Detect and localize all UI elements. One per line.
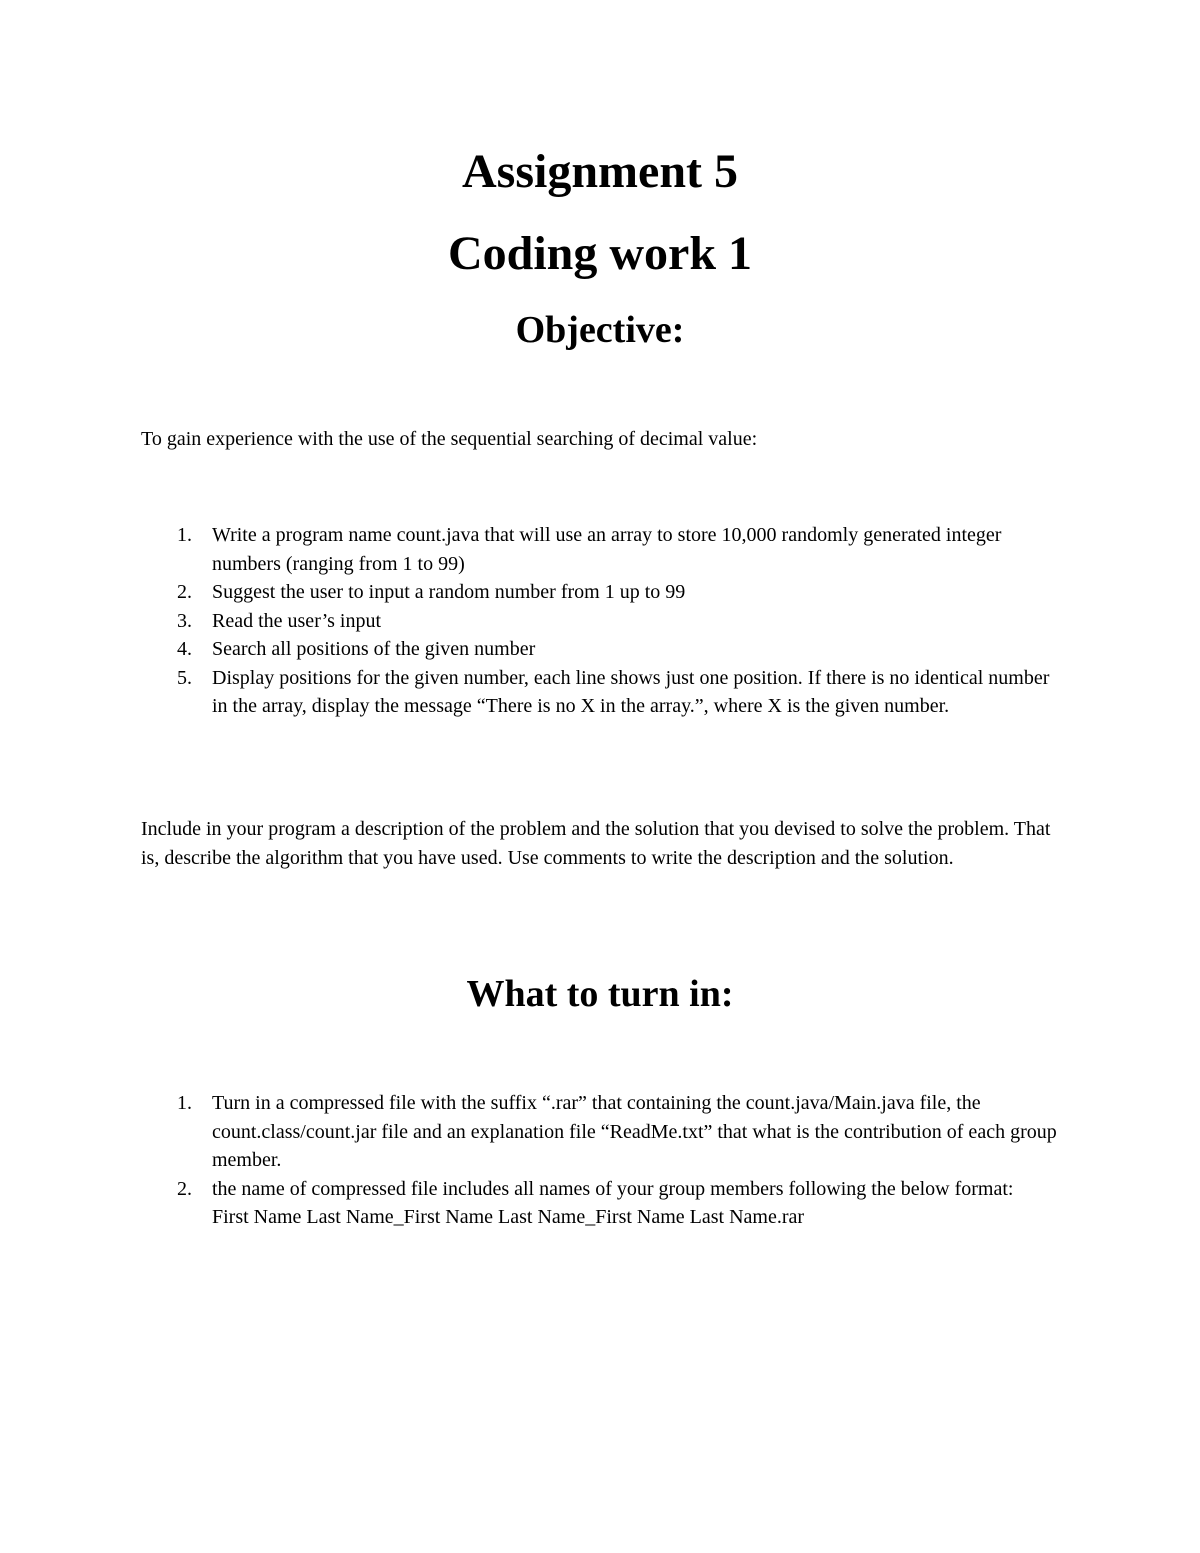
format-example: First Name Last Name_First Name Last Name_First Name Last Name.rar: [212, 1206, 805, 1228]
task-item: [141, 635, 1061, 664]
objective-intro: To gain experience with the use of the sequential searching of decimal value:: [141, 428, 758, 450]
turnin-text: the name of compressed file includes all names of your group members following the below format:: [212, 1177, 1014, 1200]
objective-heading: Objective:: [515, 309, 685, 351]
task-item: [141, 607, 1061, 636]
turnin-text: Turn in a compressed file with the suffix “.rar” that containing the count.java/Main.java file, the count.class/count.jar file and an explanation file “ReadMe.txt” that what is the contribution of each group member.: [212, 1092, 1057, 1171]
include-paragraph: Include in your program a description of the problem and the solution that you devised to solve the problem. That is, describe the algorithm that you have used. Use comments to write the description and the solution.: [141, 818, 1051, 869]
task-number: 4.: [177, 638, 192, 660]
task-item: [141, 521, 1061, 578]
task-list: [141, 521, 1061, 721]
turnin-heading: What to turn in:: [466, 973, 734, 1015]
task-number: 3.: [177, 609, 192, 632]
task-text: Write a program name count.java that will use an array to store 10,000 randomly generated integer numbers (ranging from 1 to 99): [212, 524, 1002, 575]
task-text: Display positions for the given number, each line shows just one position. If there is no identical number in the array, display the message “There is no X in the array.”, where X is the given number.: [212, 666, 1050, 717]
assignment-subtitle: Coding work 1: [447, 227, 753, 280]
task-item: [141, 578, 1061, 607]
turnin-item: [141, 1089, 1061, 1175]
turnin-item: [141, 1175, 1061, 1204]
turnin-number: 2.: [177, 1177, 192, 1200]
task-text: Read the user’s input: [212, 609, 382, 632]
task-number: 1.: [177, 524, 192, 546]
task-item: [141, 664, 1061, 721]
task-text: Suggest the user to input a random number from 1 up to 99: [212, 581, 686, 603]
assignment-title: Assignment 5: [461, 145, 739, 198]
turnin-list: [141, 1089, 1061, 1232]
task-text: Search all positions of the given number: [212, 638, 536, 660]
format-example-row: [141, 1203, 1061, 1232]
turnin-number: 1.: [177, 1092, 192, 1114]
task-number: 2.: [177, 581, 192, 603]
task-number: 5.: [177, 666, 192, 689]
